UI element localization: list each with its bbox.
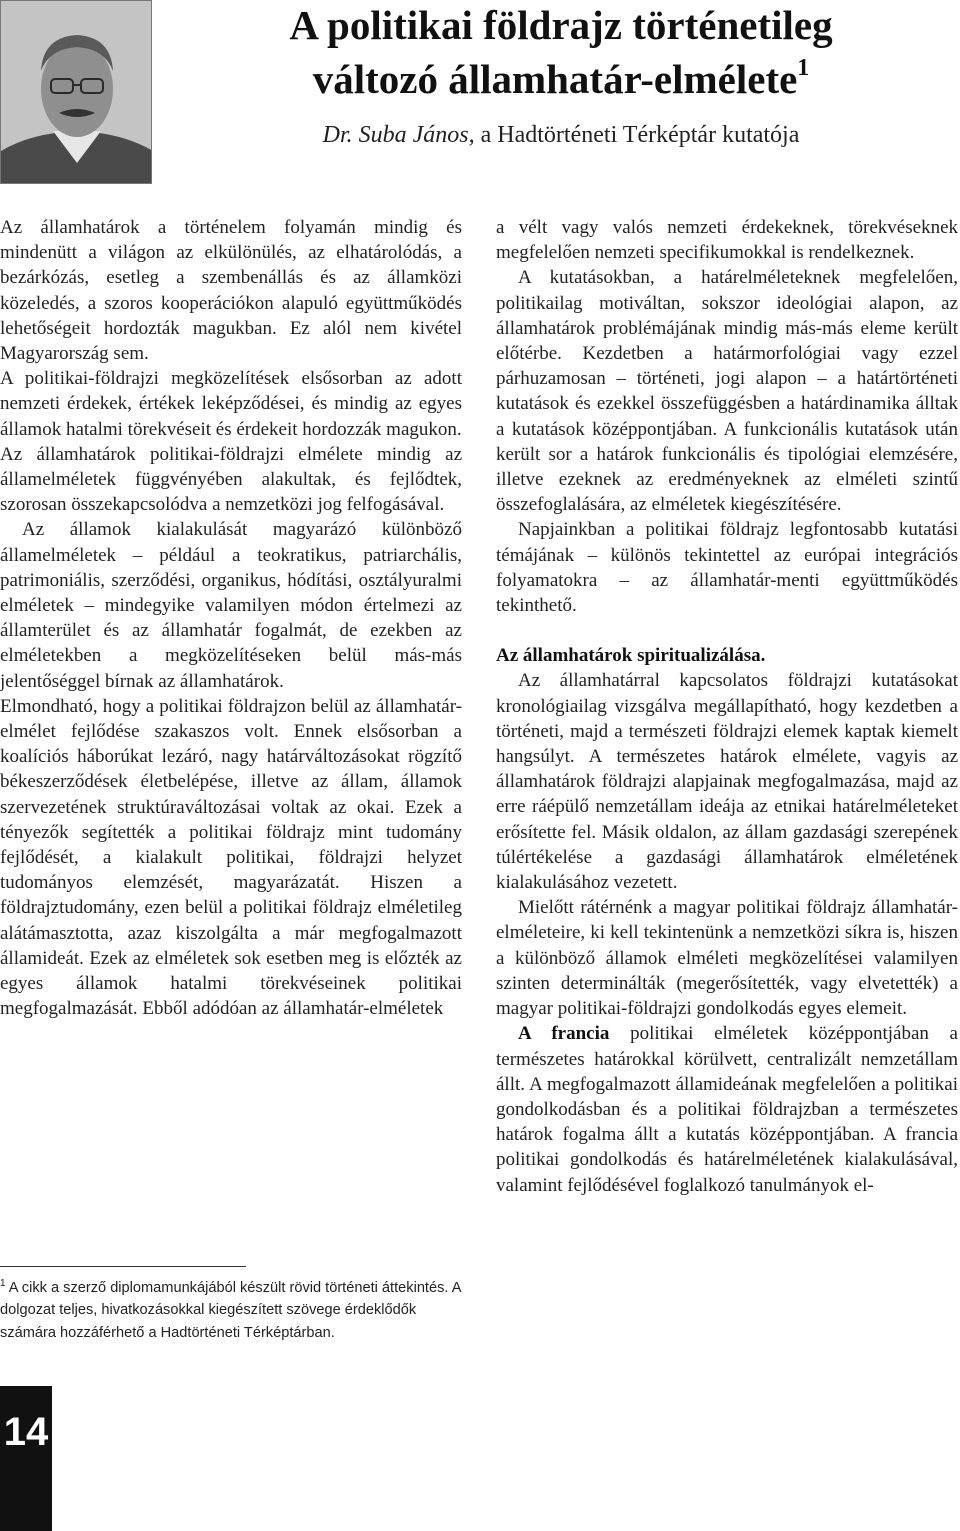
page-number: 14 — [3, 1410, 49, 1454]
paragraph: Az államhatárok a történelem folyamán mindig és mindenütt a világon az elkülönülés, az elhatárolódás, a bezárkózás, esetleg a szembenállás és az államközi közeledés, a szoros kooperációkon alapuló együttműködés lehetőségeit hordozták magukban. Ez alól nem kivétel Magyarország sem. — [0, 217, 462, 365]
footnote — [0, 1273, 462, 1345]
left-column — [0, 215, 462, 1022]
author-role: a Hadtörténeti Térképtár kutatója — [474, 122, 800, 148]
paragraph: Az államhatárok politikai-földrajzi elmélete mindig az államelméletek függvényében alakultak, és fejlődtek, szorosan összekapcsolódva a nemzetközi jog felfogásával. — [0, 443, 462, 516]
paragraph: Az államok kialakulását magyarázó különböző államelméletek – például a teokratikus, patriarchális, patrimoniális, szerződési, organikus, hódítási, osztályuralmi elméletek – mindegyike valamilyen módon értelmezi az államterület és az államhatár fogalmát, de ezekben az elméletekben a megközelítéseken belül más-más jelentőséggel bírnak az államhatárok. — [0, 519, 462, 692]
article-title — [166, 0, 956, 106]
paragraph-text: politikai elméletek középpontjában a természetes határokkal körülvett, centralizált nemzetállam állt. A megfogalmazott államideának megfelelően a politikai gondolkodásban és a politikai földrajzban a természetes határok fogalma állt a kutatás középpontjában. A francia politikai gondolkodás és határelméletének kialakulásával, valamint fejlődésével foglalkozó tanulmányok el- — [496, 1023, 958, 1196]
author-portrait — [0, 0, 152, 184]
paragraph: A kutatásokban, a határelméleteknek megfelelően, politikailag motiváltan, sokszor ideológiai alapon, az államhatárok problémájának mindig más-más eleme került előtérbe. Kezdetben a határmorfológiai vagy ezzel párhuzamosan – történeti, jogi alapon – a határtörténeti kutatások és ezekkel összefüggésben a határdinamika álltak a kutatások középpontjában. A funkcionális kutatások után került sor a határok funkcionális és tipológiai elemzésére, illetve ezeknek az eredményeknek az elméleti szintű összefoglalására, az elméletek kiegészítésére. — [496, 267, 958, 516]
section-heading: Az államhatárok spiritualizálása. — [496, 645, 766, 667]
footnote-text: A cikk a szerző diplomamunkájából készült rövid történeti áttekintés. A dolgozat teljes, hivatkozásokkal kiegészített szövege érdeklődők számára hozzáférhető a Hadtörténeti Térképtárban. — [0, 1279, 461, 1342]
paragraph — [496, 1021, 958, 1197]
paragraph: Elmondható, hogy a politikai földrajzon belül az államhatár-elmélet fejlődése szakaszos volt. Ennek elsősorban a koalíciós háborúkat lezáró, nagy határváltozásokat rögzítő békeszerződések életbelépése, illetve az állam, államok szervezetének struktúraváltozásai voltak az okai. Ezek a tényezők segítették a politikai földrajz mint tudomány fejlődését, a kialakult politikai, földrajzi helyzet tudományos elemzését, magyarázatát. Hiszen a földrajztudomány, ezen belül a politikai földrajz elméletileg alátámasztotta, azaz kiszolgálta a már megfogalmazott államideát. Ezek az elméletek sok esetben meg is előzték az egyes államok hatalmi törekvéseinek politikai megfogalmazását. Ebből adódóan az államhatár-elméletek — [0, 695, 462, 1020]
right-column — [496, 215, 958, 1198]
paragraph: a vélt vagy valós nemzeti érdekeknek, törekvéseknek megfelelően nemzeti specifikumokkal is rendelkeznek. — [496, 217, 958, 264]
title-footnote-mark: 1 — [797, 55, 810, 81]
article-title-line-2: változó államhatár-elmélete — [312, 56, 798, 102]
footnote-mark: 1 — [0, 1278, 6, 1289]
paragraph: Az államhatárral kapcsolatos földrajzi kutatásokat kronológiailag vizsgálva megállapítható, hogy kezdetben a történeti, majd a természeti földrajzi elemek kaptak kiemelt hangsúlyt. A természetes határok elmélete, vagyis az államhatárok földrajzi alapjainak megfogalmazása, majd az erre ráépülő nemzetállam ideája az etnikai határelméleteket erősítette fel. Másik oldalon, az állam gazdasági szerepének túlértékelése a gazdasági államhatárok elméletének kialakulásához vezetett. — [496, 670, 958, 894]
author-byline — [166, 120, 956, 150]
author-portrait-image — [1, 1, 152, 184]
paragraph: A politikai-földrajzi megközelítések elsősorban az adott nemzeti érdekek, értékek leképződései, és mindig az egyes államok hatalmi törekvéseit és érdekeit hordozzák magukon. — [0, 368, 462, 440]
footnote-rule — [0, 1266, 246, 1267]
article-title-line-1: A politikai földrajz történetileg — [289, 2, 833, 48]
paragraph: Napjainkban a politikai földrajz legfontosabb kutatási témájának – különös tekintettel az európai integrációs folyamatokra – az államhatár-menti együttműködés tekinthető. — [496, 519, 958, 617]
paragraph: Mielőtt rátérnénk a magyar politikai földrajz államhatár-elméleteire, ki kell tekintenünk a nemzetközi síkra is, hiszen a különböző államok elméleti megközelítései valamilyen szinten determinálták (megerősítették, vagy elvetették) a magyar politikai-földrajzi gondolkodás egyes elemeit. — [496, 897, 958, 1020]
author-name: Dr. Suba János, — [322, 122, 475, 148]
bold-lead: A francia — [518, 1023, 610, 1045]
